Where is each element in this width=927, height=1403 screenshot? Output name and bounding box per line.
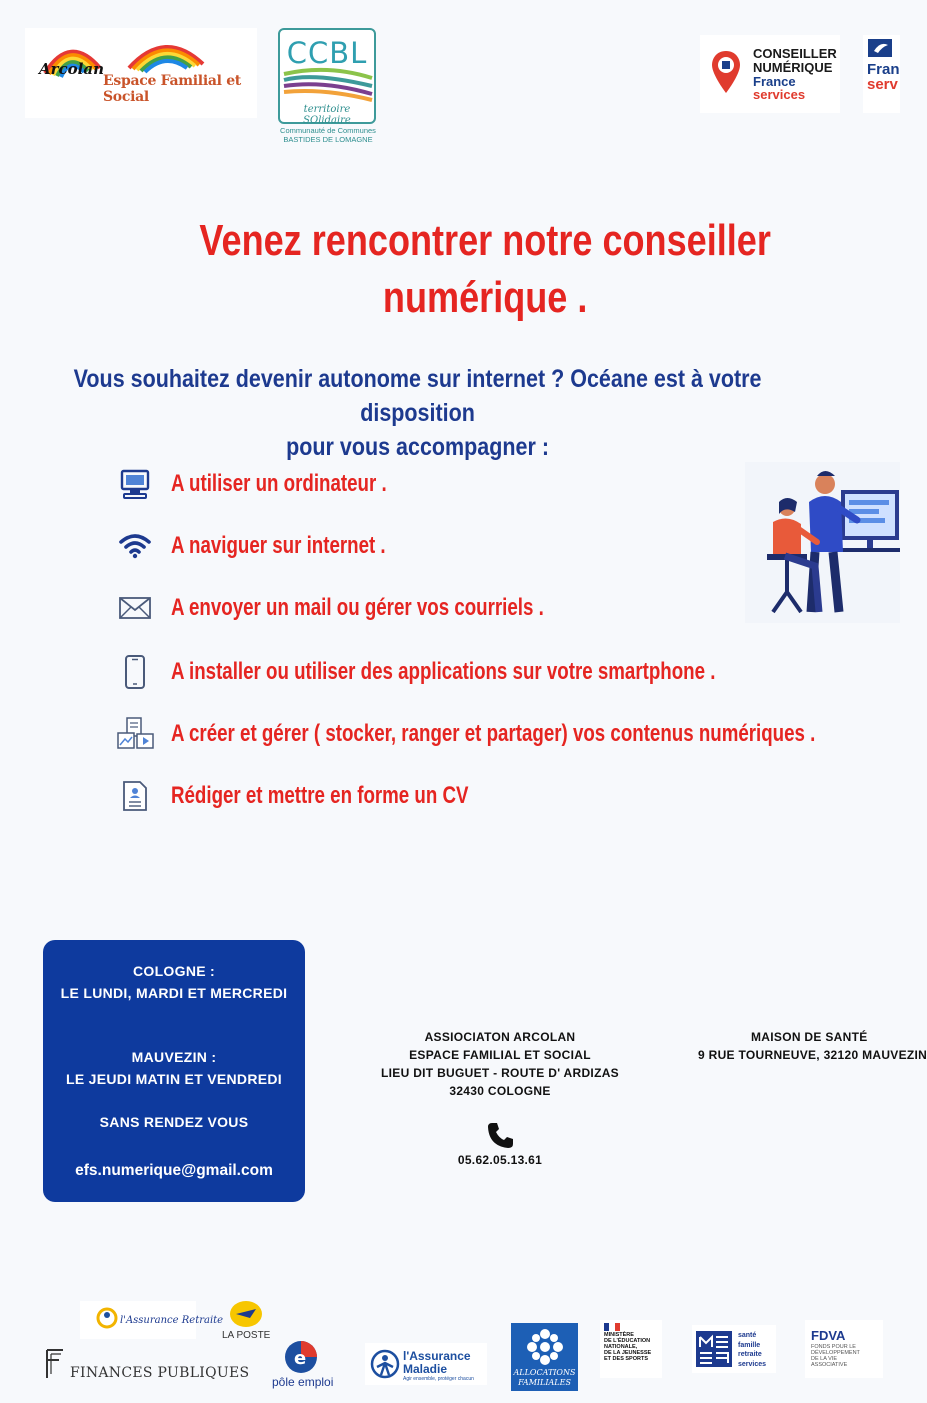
fdva-label xyxy=(811,1344,860,1368)
address-line: ASSIOCIATON ARCOLAN xyxy=(424,1030,576,1044)
la-poste-bird-icon xyxy=(228,1300,264,1328)
msa-logo xyxy=(692,1325,776,1373)
la-poste-label: LA POSTE xyxy=(222,1330,271,1341)
media-files-icon xyxy=(110,716,160,752)
cv-document-icon xyxy=(110,778,160,814)
ccbl-name: CCBL xyxy=(286,36,368,70)
msa-line: retraite xyxy=(738,1351,762,1358)
list-item xyxy=(110,714,890,754)
smartphone-icon xyxy=(110,654,160,690)
contact-email[interactable]: efs.numerique@gmail.com xyxy=(75,1162,273,1179)
list-item-text: A installer ou utiliser des applications sur votre smartphone . xyxy=(171,658,716,685)
caf-line-2: FAMILIALES xyxy=(518,1378,571,1387)
assurance-retraite-label: l'Assurance Retraite xyxy=(120,1315,224,1326)
cnfs-line-4: services xyxy=(753,87,806,102)
fdva-line: DÉVELOPPEMENT xyxy=(811,1350,860,1356)
computer-icon xyxy=(110,466,160,502)
finances-publiques-label: FINANCES PUBLIQUES xyxy=(70,1365,250,1381)
list-item-text: A naviguer sur internet . xyxy=(171,532,386,559)
list-item-text: A envoyer un mail ou gérer vos courriels . xyxy=(171,594,544,621)
arcolan-tagline: Espace Familial et Social xyxy=(103,73,241,105)
cologne-days: LE LUNDI, MARDI ET MERCREDI xyxy=(60,985,288,1001)
ccbl-logo xyxy=(276,26,380,144)
msa-line: services xyxy=(738,1360,767,1368)
marianne-icon xyxy=(868,39,892,57)
pole-emploi-logo xyxy=(268,1340,336,1392)
list-item-text: Rédiger et mettre en forme un CV xyxy=(171,782,469,809)
wifi-icon xyxy=(110,528,160,564)
assurance-retraite-logo xyxy=(80,1301,224,1339)
msa-label xyxy=(738,1331,766,1369)
assurance-maladie-logo xyxy=(365,1343,487,1385)
caf-line-1: ALLOCATIONS xyxy=(513,1368,576,1377)
french-flag-icon xyxy=(604,1323,620,1331)
cologne-title: COLOGNE : xyxy=(132,963,216,979)
map-pin-icon xyxy=(710,49,742,95)
svg-text:e: e xyxy=(294,1348,307,1369)
caf-flower-icon xyxy=(524,1327,566,1367)
arcolan-brand: Arcolan xyxy=(39,60,105,78)
arcolan-logo xyxy=(25,28,257,118)
list-item xyxy=(110,652,890,692)
ministere-line: NATIONALE, xyxy=(604,1344,638,1350)
assurance-maladie-tagline: Agir ensemble, protéger chacun xyxy=(403,1376,474,1382)
ccbl-subline-1: Communauté de Communes xyxy=(280,126,376,135)
pole-emploi-icon xyxy=(284,1340,318,1374)
arcolan-address xyxy=(370,1028,630,1100)
mauvezin-days: LE JEUDI MATIN ET VENDREDI xyxy=(65,1071,282,1087)
ministere-line: ET DES SPORTS xyxy=(604,1356,649,1362)
address-line: MAISON DE SANTÉ xyxy=(751,1030,868,1044)
people-at-computer-illustration xyxy=(745,462,900,623)
ccbl-badge xyxy=(278,28,376,124)
address-line: LIEU DIT BUGUET - ROUTE D' ARDIZAS xyxy=(381,1066,619,1080)
phone-icon xyxy=(486,1121,514,1149)
fdva-line: DE LA VIE xyxy=(811,1356,837,1362)
no-appointment-note: SANS RENDEZ VOUS xyxy=(99,1114,249,1130)
page-title-line-1: Venez rencontrer notre conseiller xyxy=(199,216,771,265)
cnfs-line-2: NUMÉRIQUE xyxy=(753,60,833,75)
list-item-text: A utiliser un ordinateur . xyxy=(171,470,387,497)
address-line: ESPACE FAMILIAL ET SOCIAL xyxy=(409,1048,591,1062)
ministere-line: DE L'ÉDUCATION xyxy=(604,1338,651,1344)
fdva-title: FDVA xyxy=(811,1328,846,1343)
ministere-education-logo xyxy=(600,1320,662,1378)
page-title-line-2: numérique . xyxy=(382,273,588,322)
runner-icon xyxy=(96,1307,118,1329)
intro-line-1: Vous souhaitez devenir autonome sur internet ? Océane est à votre disposition xyxy=(73,365,762,427)
msa-icon xyxy=(696,1331,732,1367)
address-line: 9 RUE TOURNEUVE, 32120 MAUVEZIN xyxy=(698,1048,927,1062)
fdva-line: ASSOCIATIVE xyxy=(811,1362,848,1368)
landscape-icon xyxy=(284,68,372,102)
ministere-line: MINISTÈRE xyxy=(604,1332,634,1338)
france-services-line-1: Fran xyxy=(867,61,900,78)
finances-publiques-logo xyxy=(44,1346,250,1386)
assurance-maladie-icon xyxy=(368,1349,402,1379)
france-services-line-2: serv xyxy=(867,76,898,93)
conseiller-numerique-logo xyxy=(700,35,840,113)
intro-text xyxy=(59,362,777,464)
mauvezin-title: MAUVEZIN : xyxy=(131,1049,217,1065)
finances-publiques-f-icon xyxy=(44,1348,66,1380)
address-line: 32430 COLOGNE xyxy=(449,1084,551,1098)
msa-line: santé xyxy=(738,1332,757,1339)
intro-line-2: pour vous accompagner : xyxy=(286,433,549,461)
mauvezin-address xyxy=(698,1028,927,1064)
list-item xyxy=(110,776,890,816)
assurance-maladie-label: l'Assurance Maladie xyxy=(403,1349,471,1376)
ministere-line: DE LA JEUNESSE xyxy=(604,1350,652,1356)
page-title xyxy=(87,212,882,326)
opening-hours-box xyxy=(43,940,305,1202)
fdva-logo xyxy=(805,1320,883,1378)
envelope-icon xyxy=(110,590,160,626)
france-services-logo xyxy=(863,35,900,113)
fdva-line: FONDS POUR LE xyxy=(811,1344,856,1350)
pole-emploi-label: pôle emploi xyxy=(272,1375,334,1389)
phone-number[interactable]: 05.62.05.13.61 xyxy=(457,1153,543,1167)
msa-line: famille xyxy=(738,1341,761,1349)
ccbl-tagline: territoire SOlidaire xyxy=(303,104,351,126)
list-item-text: A créer et gérer ( stocker, ranger et partager) vos contenus numériques . xyxy=(171,720,816,747)
la-poste-logo xyxy=(218,1300,274,1344)
cnfs-line-3: France xyxy=(753,74,796,89)
cnfs-line-1: CONSEILLER xyxy=(753,46,837,61)
ministere-label xyxy=(604,1332,651,1362)
caf-logo xyxy=(511,1323,578,1391)
ccbl-subline-2: BASTIDES DE LOMAGNE xyxy=(283,135,373,144)
